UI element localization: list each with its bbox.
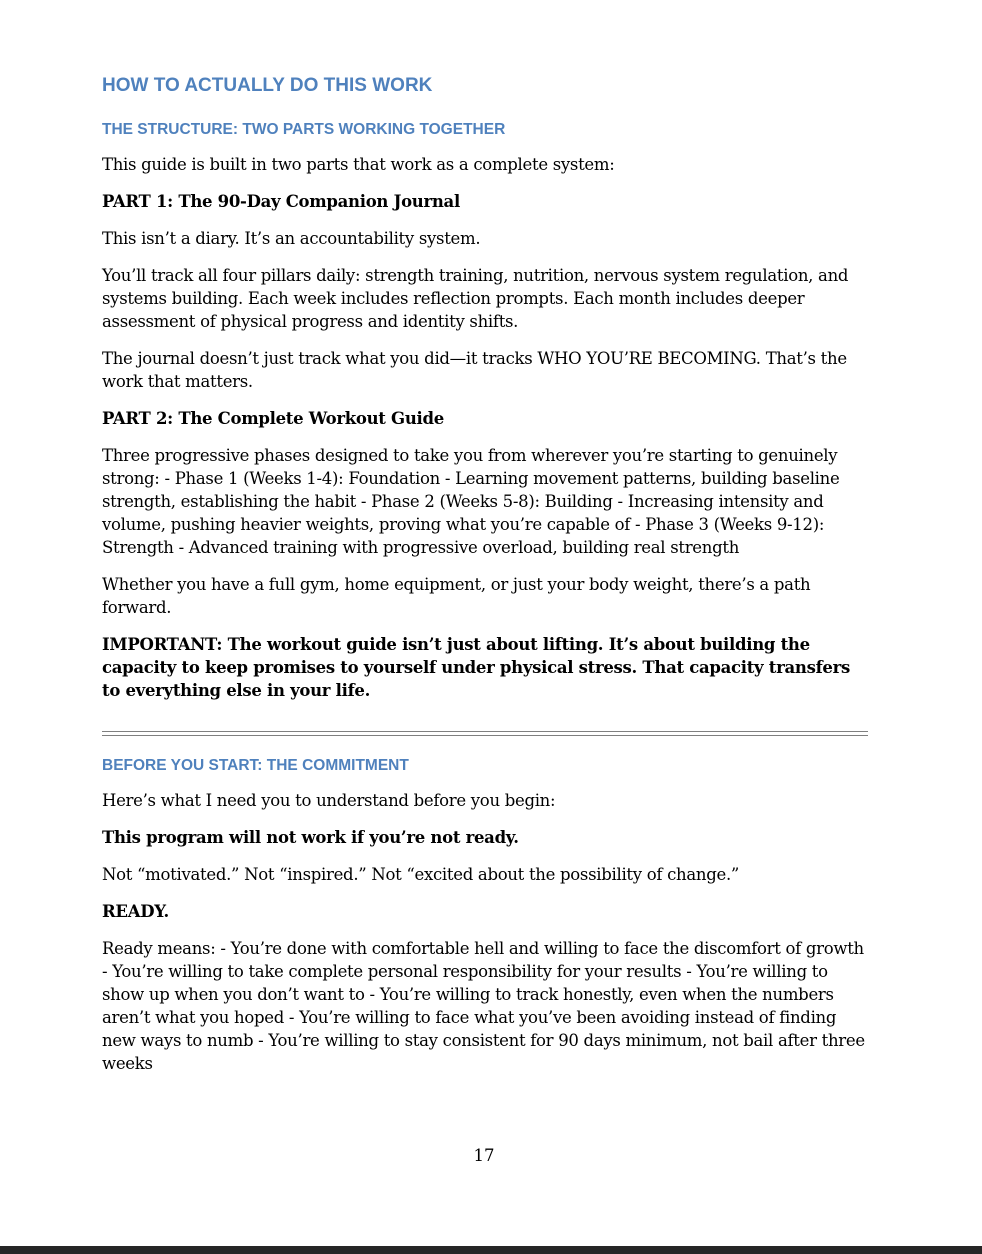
part1-paragraph-1: This isn’t a diary. It’s an accountability system. <box>102 229 481 248</box>
ready-label: READY. <box>102 902 169 921</box>
part1-paragraph-2: You’ll track all four pillars daily: strength training, nutrition, nervous system regulation, and systems building. Each week includes reflection prompts. Each month includes deeper assessment of physical progress and identity shifts. <box>102 266 849 331</box>
page-number: 17 <box>473 1146 495 1165</box>
page-heading: HOW TO ACTUALLY DO THIS WORK <box>102 75 433 96</box>
part2-paragraph-1: Three progressive phases designed to take you from wherever you’re starting to genuinely strong: - Phase 1 (Weeks 1-4): Foundation - Learning movement patterns, building baseline strength, establishing the habit - Phase 2 (Weeks 5-8): Building - Increasing intensity and volume, pushing heavier weights, proving what you’re capable of - Phase 3 (Weeks 9-12): Strength - Advanced training with progressive overload, building real strength <box>102 446 840 557</box>
bottom-bar <box>0 1246 982 1254</box>
ready-means-paragraph: Ready means: - You’re done with comfortable hell and willing to face the discomfort of growth - You’re willing to take complete personal responsibility for your results - You’re willing to show up when you don’t want to - You’re willing to track honestly, even when the numbers aren’t what you hoped - You’re willing to face what you’ve been avoiding instead of finding new ways to numb - You’re willing to stay consistent for 90 days minimum, not bail after three weeks <box>102 939 865 1073</box>
commitment-warning: This program will not work if you’re not ready. <box>102 828 519 847</box>
part2-title: PART 2: The Complete Workout Guide <box>102 409 444 428</box>
part1-paragraph-3: The journal doesn’t just track what you did—it tracks WHO YOU’RE BECOMING. That’s the work that matters. <box>102 349 847 391</box>
section-title-commitment: BEFORE YOU START: THE COMMITMENT <box>102 757 409 774</box>
important-note: IMPORTANT: The workout guide isn’t just about lifting. It’s about building the capacity to keep promises to yourself under physical stress. That capacity transfers to everything else in your life. <box>102 635 850 700</box>
page-content <box>102 72 870 1089</box>
commitment-intro: Here’s what I need you to understand before you begin: <box>102 791 556 810</box>
horizontal-divider <box>102 731 868 736</box>
not-motivated-line: Not “motivated.” Not “inspired.” Not “excited about the possibility of change.” <box>102 865 740 884</box>
structure-intro: This guide is built in two parts that work as a complete system: <box>102 155 615 174</box>
section-title-structure: THE STRUCTURE: TWO PARTS WORKING TOGETHER <box>102 121 506 138</box>
part1-title: PART 1: The 90-Day Companion Journal <box>102 192 460 211</box>
part2-paragraph-2: Whether you have a full gym, home equipment, or just your body weight, there’s a path forward. <box>102 575 811 617</box>
